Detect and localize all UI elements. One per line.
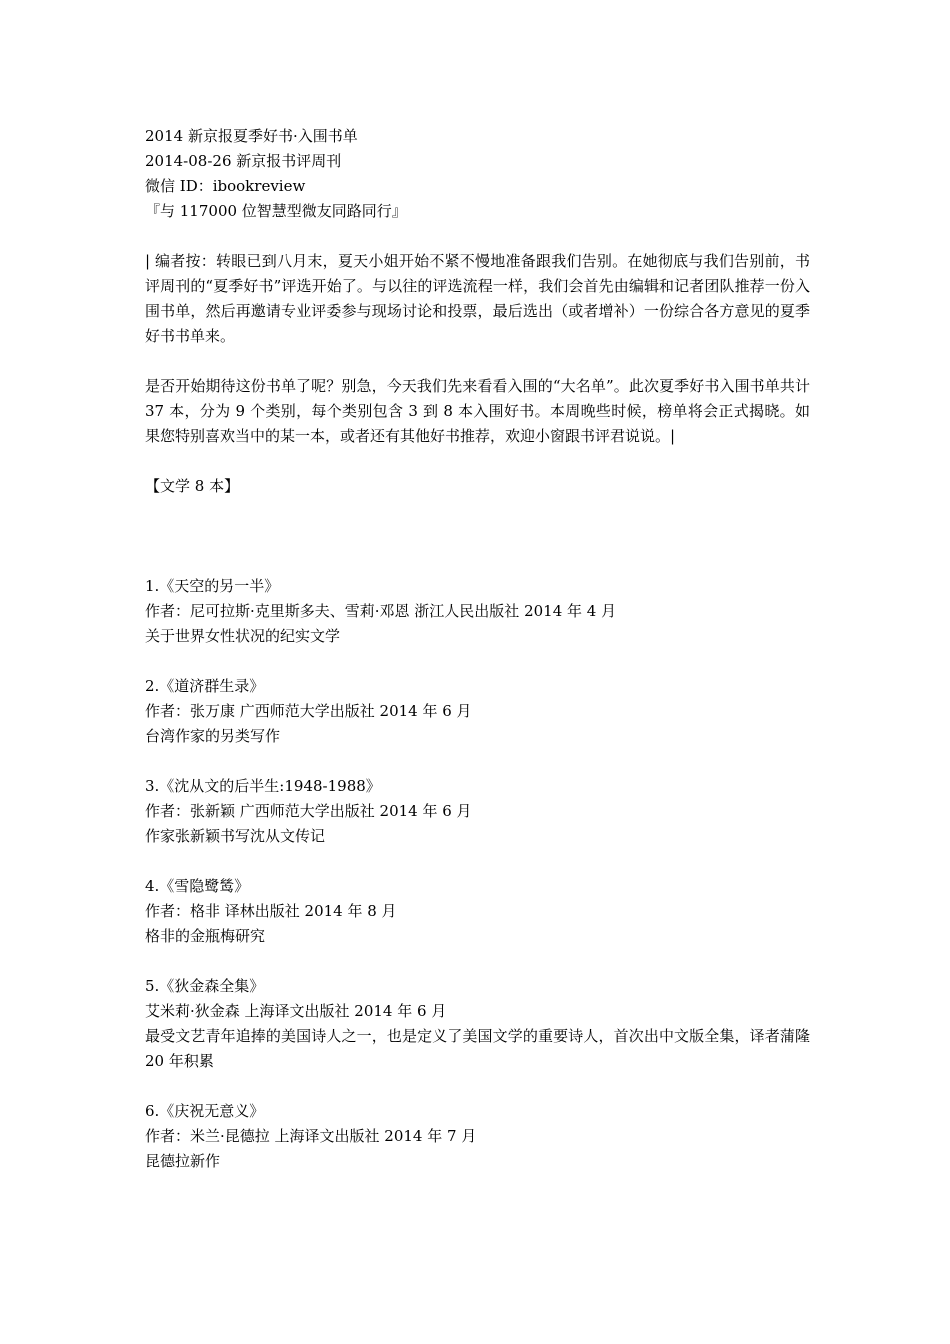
book-entry-1 xyxy=(145,574,810,674)
book-info: 作者：尼可拉斯·克里斯多夫、雪莉·邓恩 浙江人民出版社 2014 年 4 月 xyxy=(145,602,617,620)
intro-paragraph: 是否开始期待这份书单了呢？别急，今天我们先来看看入围的“大名单”。此次夏季好书入围书单共计 37 本，分为 9 个类别，每个类别包含 3 到 8 本入围好书。本周晚些时候，榜单将会正式揭晓。如果您特别喜欢当中的某一本，或者还有其他好书推荐，欢迎小窗跟书评君说说。| xyxy=(145,377,810,445)
spacer xyxy=(145,499,810,574)
editor-note-paragraph: | 编者按：转眼已到八月末，夏天小姐开始不紧不慢地准备跟我们告别。在她彻底与我们告别前，书评周刊的“夏季好书”评选开始了。与以往的评选流程一样，我们会首先由编辑和记者团队推荐一份入围书单，然后再邀请专业评委参与现场讨论和投票，最后选出（或者增补）一份综合各方意见的夏季好书书单来。 xyxy=(145,252,810,345)
book-info: 作者：张万康 广西师范大学出版社 2014 年 6 月 xyxy=(145,702,472,720)
spacer xyxy=(145,849,810,874)
book-info: 作者：张新颖 广西师范大学出版社 2014 年 6 月 xyxy=(145,802,472,820)
book-entry-3 xyxy=(145,774,810,874)
spacer xyxy=(145,749,810,774)
spacer xyxy=(145,349,810,374)
book-title: 4.《雪隐鹭鸶》 xyxy=(145,877,250,895)
book-description: 格非的金瓶梅研究 xyxy=(145,927,266,945)
spacer xyxy=(145,949,810,974)
book-title: 5.《狄金森全集》 xyxy=(145,977,265,995)
book-title: 1.《天空的另一半》 xyxy=(145,577,280,595)
publish-date-source: 2014-08-26 新京报书评周刊 xyxy=(145,152,342,170)
book-info: 艾米莉·狄金森 上海译文出版社 2014 年 6 月 xyxy=(145,1002,447,1020)
book-info: 作者：米兰·昆德拉 上海译文出版社 2014 年 7 月 xyxy=(145,1127,477,1145)
book-description: 台湾作家的另类写作 xyxy=(145,727,281,745)
spacer xyxy=(145,449,810,474)
book-title: 3.《沈从文的后半生:1948-1988》 xyxy=(145,777,381,795)
book-entry-5 xyxy=(145,974,810,1099)
slogan: 『与 117000 位智慧型微友同路同行』 xyxy=(145,202,407,220)
book-entry-6 xyxy=(145,1099,810,1174)
spacer xyxy=(145,224,810,249)
document-title: 2014 新京报夏季好书·入围书单 xyxy=(145,127,358,145)
document-page xyxy=(145,124,810,1174)
wechat-id: 微信 ID：ibookreview xyxy=(145,177,306,195)
book-description: 昆德拉新作 xyxy=(145,1152,221,1170)
book-entry-2 xyxy=(145,674,810,774)
book-title: 6.《庆祝无意义》 xyxy=(145,1102,265,1120)
spacer xyxy=(145,1074,810,1099)
spacer xyxy=(145,649,810,674)
book-info: 作者：格非 译林出版社 2014 年 8 月 xyxy=(145,902,397,920)
section-heading: 【文学 8 本】 xyxy=(145,477,240,495)
book-description: 作家张新颖书写沈从文传记 xyxy=(145,827,326,845)
book-title: 2.《道济群生录》 xyxy=(145,677,265,695)
book-description: 关于世界女性状况的纪实文学 xyxy=(145,627,341,645)
book-description: 最受文艺青年追捧的美国诗人之一，也是定义了美国文学的重要诗人，首次出中文版全集，译者蒲隆 20 年积累 xyxy=(145,1027,810,1070)
book-list xyxy=(145,574,810,1174)
book-entry-4 xyxy=(145,874,810,974)
